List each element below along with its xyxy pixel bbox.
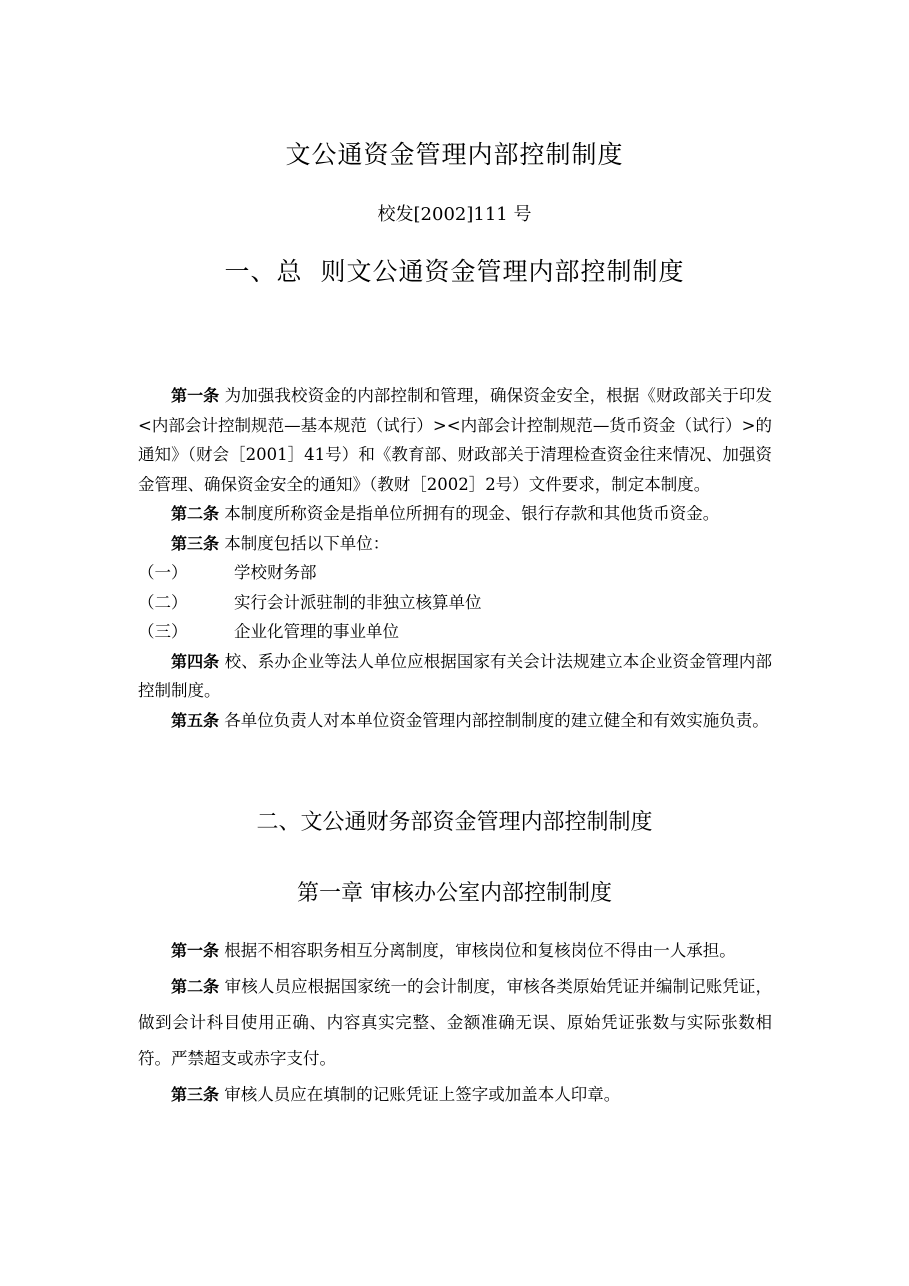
article-label: 第一条 <box>171 386 220 405</box>
article-2 <box>138 499 772 529</box>
article-3 <box>138 529 772 559</box>
article-text: 审核人员应在填制的记账凭证上签字或加盖本人印章。 <box>219 1085 621 1104</box>
section-1-heading: 一、总 则文公通资金管理内部控制制度 <box>224 257 685 286</box>
article-1 <box>138 381 772 499</box>
chapter-1-article-2 <box>138 969 772 1077</box>
article-text: 各单位负责人对本单位资金管理内部控制制度的建立健全和有效实施负责。 <box>219 710 769 730</box>
article-4 <box>138 647 772 706</box>
list-item-text: 实行会计派驻制的非独立核算单位 <box>234 592 482 612</box>
article-label: 第五条 <box>171 710 220 730</box>
list-item-text: 学校财务部 <box>234 563 317 582</box>
article-text: 根据不相容职务相互分离制度，审核岗位和复核岗位不得由一人承担。 <box>219 941 736 960</box>
article-label: 第三条 <box>171 1085 220 1104</box>
list-item-number: （二） <box>138 592 188 612</box>
list-item <box>138 617 772 647</box>
document-title: 文公通资金管理内部控制制度 <box>285 140 624 169</box>
article-label: 第二条 <box>171 977 220 996</box>
article-text: 本制度包括以下单位： <box>219 533 390 553</box>
document-number: 校发[2002]111 号 <box>377 204 532 225</box>
article-5 <box>138 706 772 736</box>
article-label: 第一条 <box>171 941 220 960</box>
article-text: 审核人员应根据国家统一的会计制度，审核各类原始凭证并编制记账凭证，做到会计科目使用正确、内容真实完整、金额准确无误、原始凭证张数与实际张数相符。严禁超支或赤字支付。 <box>138 977 772 1068</box>
section-1-body <box>138 381 772 735</box>
article-label: 第二条 <box>171 504 220 523</box>
chapter-1-article-3 <box>138 1077 772 1113</box>
list-item-number: （三） <box>138 622 188 641</box>
chapter-1-heading: 第一章 审核办公室内部控制制度 <box>297 881 612 906</box>
article-label: 第四条 <box>171 651 220 671</box>
article-label: 第三条 <box>171 533 220 553</box>
chapter-1-article-1 <box>138 933 772 969</box>
list-item <box>138 558 772 588</box>
article-text: 校、系办企业等法人单位应根据国家有关会计法规建立本企业资金管理内部控制制度。 <box>138 651 772 700</box>
chapter-1-body <box>138 933 772 1113</box>
list-item <box>138 588 772 618</box>
article-text: 为加强我校资金的内部控制和管理，确保资金安全，根据《财政部关于印发<内部会计控制规范—基本规范（试行）><内部会计控制规范—货币资金（试行）>的通知》（财会［2001］41号）和《教育部、财政部关于清理检查资金往来情况、加强资金管理、确保资金安全的通知》（教财［2002］2号）文件要求，制定本制度。 <box>138 386 772 494</box>
section-2-heading: 二、文公通财务部资金管理内部控制制度 <box>256 810 653 835</box>
article-text: 本制度所称资金是指单位所拥有的现金、银行存款和其他货币资金。 <box>219 504 720 523</box>
list-item-text: 企业化管理的事业单位 <box>234 622 399 641</box>
list-item-number: （一） <box>138 563 188 582</box>
